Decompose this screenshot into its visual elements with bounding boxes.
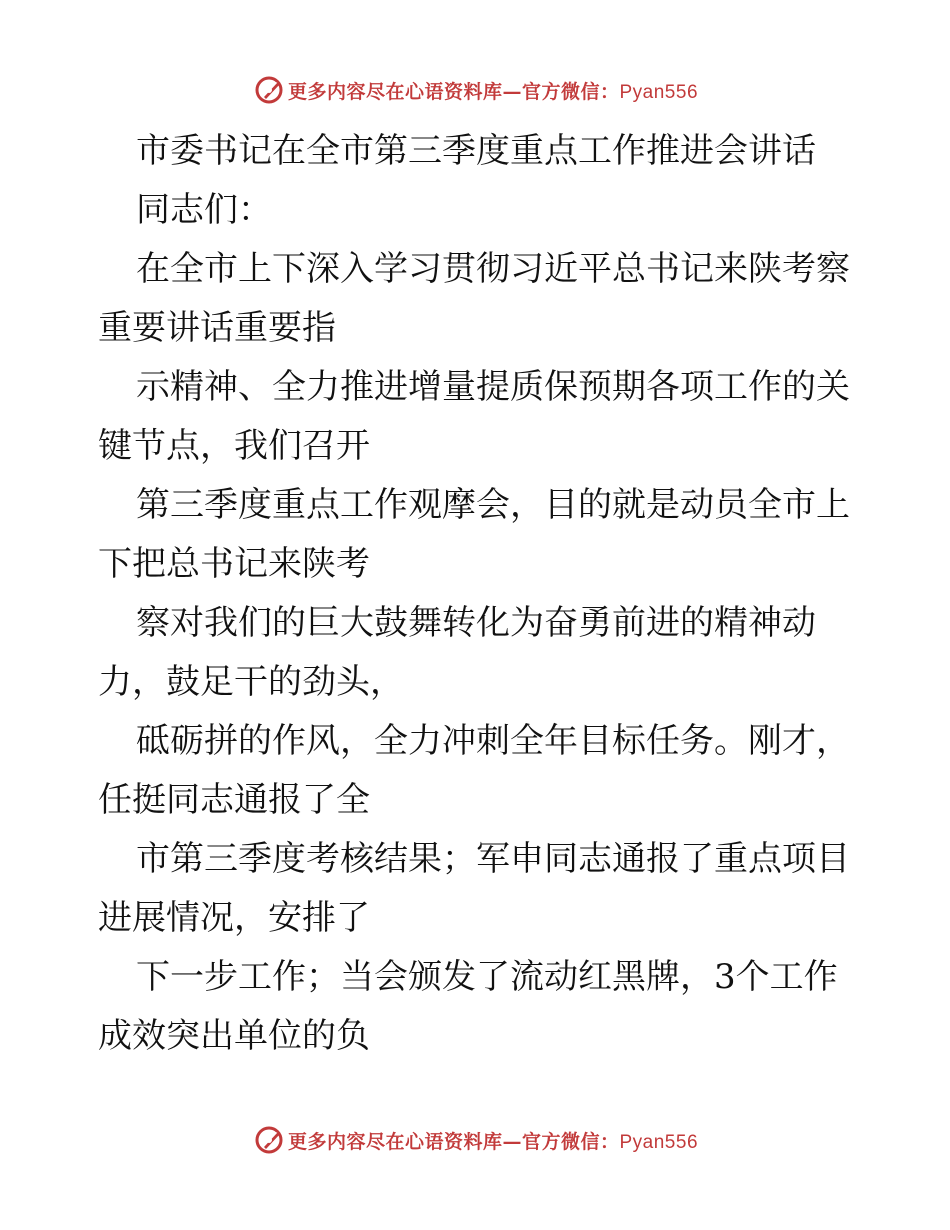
banner-text-wechat-id: Pyan556 [619, 1131, 699, 1153]
paragraph-line: 下把总书记来陕考 [98, 544, 370, 584]
paragraph-line: 下一步工作；当会颁发了流动红黑牌，3个工作 [136, 957, 838, 997]
paragraph-line: 键节点，我们召开 [98, 426, 370, 466]
paragraph-line: 任挺同志通报了全 [98, 780, 370, 820]
paragraph-line: 进展情况，安排了 [98, 898, 370, 938]
document-body [98, 122, 868, 1066]
banner-text-cn: 更多内容尽在心语资料库—官方微信： [287, 1130, 620, 1153]
paragraph-line: 第三季度重点工作观摩会，目的就是动员全市上 [136, 485, 850, 525]
paragraph-line: 示精神、全力推进增量提质保预期各项工作的关 [136, 367, 850, 407]
paragraph-line: 成效突出单位的负 [98, 1016, 370, 1056]
paragraph-line: 重要讲话重要指 [98, 308, 336, 348]
banner-text-cn: 更多内容尽在心语资料库—官方微信： [287, 80, 620, 103]
paragraph-line: 砥砺拼的作风，全力冲刺全年目标任务。刚才， [136, 721, 850, 761]
paragraph-line: 察对我们的巨大鼓舞转化为奋勇前进的精神动 [136, 603, 816, 643]
banner-text [288, 1127, 698, 1154]
paragraph-line: 力，鼓足干的劲头， [98, 662, 404, 702]
salutation: 同志们： [136, 190, 272, 230]
paragraph-line: 在全市上下深入学习贯彻习近平总书记来陕考察 [136, 249, 850, 289]
banner-text-wechat-id: Pyan556 [619, 81, 699, 103]
footer-banner [0, 1120, 950, 1160]
paragraph-line: 市第三季度考核结果；军申同志通报了重点项目 [136, 839, 850, 879]
pen-swirl-logo-icon [252, 73, 286, 107]
pen-swirl-logo-icon [252, 1123, 286, 1157]
header-banner [0, 70, 950, 110]
banner-text [288, 77, 698, 104]
document-title: 市委书记在全市第三季度重点工作推进会讲话 [136, 131, 816, 171]
